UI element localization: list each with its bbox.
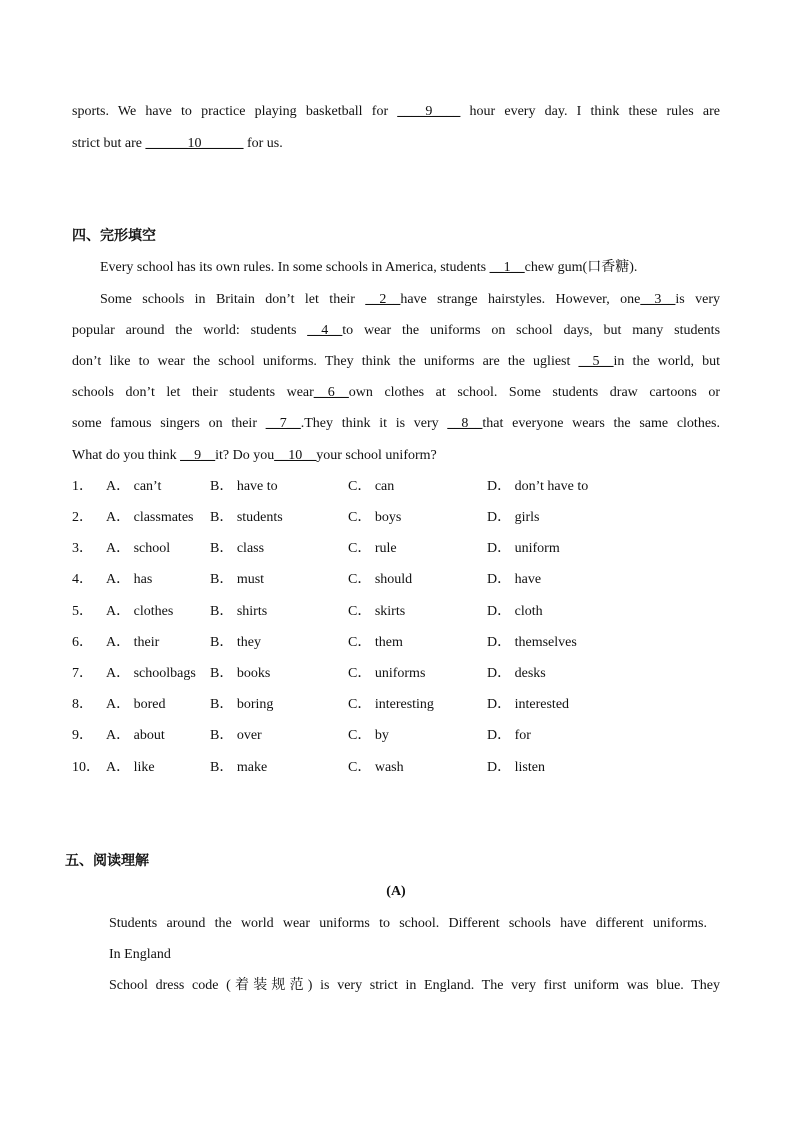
answer-blank-5[interactable]: __5__ (578, 354, 614, 369)
text-fragment: your school uniform? (316, 448, 437, 463)
text-fragment: to wear the uniforms on school days, but many students (342, 323, 721, 338)
text-fragment: hour every day. I think these rules are (460, 104, 720, 119)
option-d[interactable]: D． girls (487, 510, 540, 525)
option-c[interactable]: C． uniforms (348, 666, 426, 681)
option-c[interactable]: C． them (348, 635, 403, 650)
option-a[interactable]: A． school (106, 541, 171, 556)
option-c[interactable]: C． should (348, 572, 413, 587)
text-fragment: don’t like to wear the school uniforms. They think the uniforms are the ugliest (72, 354, 579, 369)
question-number: 6． (72, 635, 93, 650)
text-fragment: have strange hairstyles. However, one (400, 292, 641, 307)
answer-blank-8[interactable]: __8__ (447, 416, 483, 431)
option-b[interactable]: B． make (210, 760, 268, 775)
text-fragment: sports. We have to practice playing basketball for (72, 104, 398, 119)
question-number: 5． (72, 604, 93, 619)
option-a[interactable]: A． clothes (106, 604, 174, 619)
question-number: 10． (72, 760, 100, 775)
option-a[interactable]: A． about (106, 728, 165, 743)
question-number: 9． (72, 728, 93, 743)
option-d[interactable]: D． desks (487, 666, 546, 681)
question-number: 3． (72, 541, 93, 556)
cloze-line-1 (100, 258, 637, 278)
option-a[interactable]: A． schoolbags (106, 666, 196, 681)
text-fragment: some famous singers on their (72, 416, 266, 431)
text-fragment: strict but are (72, 136, 146, 151)
option-b[interactable]: B． must (210, 572, 265, 587)
cloze-line-7 (72, 446, 437, 466)
text-fragment: it? Do you (215, 448, 275, 463)
question-number: 1． (72, 479, 93, 494)
cloze-line-3 (72, 321, 720, 341)
answer-blank-4[interactable]: __4__ (307, 323, 343, 338)
cloze-line-5 (72, 383, 720, 403)
text-fragment: What do you think (72, 448, 181, 463)
text-fragment: for us. (243, 136, 283, 151)
top-paragraph-line-2 (72, 134, 283, 154)
option-b[interactable]: B． students (210, 510, 283, 525)
text-fragment: Some schools in Britain don’t let their (100, 292, 366, 307)
option-c[interactable]: C． boys (348, 510, 402, 525)
answer-blank-9[interactable]: ____9____ (397, 104, 461, 119)
option-b[interactable]: B． books (210, 666, 271, 681)
option-c[interactable]: C． skirts (348, 604, 406, 619)
cloze-line-2 (100, 290, 720, 310)
text-fragment: own clothes at school. Some students draw cartoons or (348, 385, 720, 400)
answer-blank-1[interactable]: __1__ (489, 260, 525, 275)
option-d[interactable]: D． cloth (487, 604, 543, 619)
option-a[interactable]: A． has (106, 572, 153, 587)
option-c[interactable]: C． can (348, 479, 395, 494)
section-heading-reading: 五、阅读理解 (65, 853, 149, 869)
reading-line-1: Students around the world wear uniforms to school. Different schools have different uniforms. (109, 916, 707, 931)
top-paragraph-line-1 (72, 102, 720, 122)
cloze-line-4 (72, 352, 720, 372)
option-a[interactable]: A． like (106, 760, 155, 775)
option-d[interactable]: D． themselves (487, 635, 577, 650)
text-fragment: schools don’t let their students wear (72, 385, 314, 400)
option-b[interactable]: B． shirts (210, 604, 268, 619)
answer-blank-6[interactable]: __6__ (313, 385, 349, 400)
option-d[interactable]: D． interested (487, 697, 570, 712)
answer-blank-9[interactable]: __9__ (180, 448, 216, 463)
text-fragment: that everyone wears the same clothes. (482, 416, 720, 431)
option-a[interactable]: A． bored (106, 697, 166, 712)
question-number: 2． (72, 510, 93, 525)
option-d[interactable]: D． have (487, 572, 542, 587)
option-d[interactable]: D． for (487, 728, 531, 743)
option-a[interactable]: A． their (106, 635, 160, 650)
text-fragment: chew gum(口香糖). (524, 260, 638, 275)
option-c[interactable]: C． interesting (348, 697, 434, 712)
reading-line-3: School dress code (着装规范) is very strict in England. The very first uniform was blue. They (109, 978, 720, 993)
option-d[interactable]: D． listen (487, 760, 545, 775)
option-c[interactable]: C． rule (348, 541, 397, 556)
answer-blank-3[interactable]: __3__ (640, 292, 676, 307)
text-fragment: popular around the world: students (72, 323, 308, 338)
cloze-line-6 (72, 414, 720, 434)
answer-blank-7[interactable]: __7__ (265, 416, 301, 431)
question-number: 4． (72, 572, 93, 587)
option-a[interactable]: A． can’t (106, 479, 162, 494)
answer-blank-10[interactable]: ______10______ (145, 136, 244, 151)
option-d[interactable]: D． don’t have to (487, 479, 589, 494)
text-fragment: .They think it is very (300, 416, 448, 431)
option-b[interactable]: B． class (210, 541, 265, 556)
option-c[interactable]: C． by (348, 728, 389, 743)
option-c[interactable]: C． wash (348, 760, 404, 775)
passage-label: (A) (386, 884, 406, 899)
option-b[interactable]: B． boring (210, 697, 274, 712)
option-a[interactable]: A． classmates (106, 510, 194, 525)
question-number: 7． (72, 666, 93, 681)
reading-line-2: In England (109, 947, 171, 962)
text-fragment: is very (675, 292, 720, 307)
answer-blank-10[interactable]: __10__ (274, 448, 317, 463)
option-b[interactable]: B． have to (210, 479, 278, 494)
option-d[interactable]: D． uniform (487, 541, 560, 556)
question-number: 8． (72, 697, 93, 712)
answer-blank-2[interactable]: __2__ (365, 292, 401, 307)
section-heading-cloze: 四、完形填空 (72, 228, 156, 244)
option-b[interactable]: B． they (210, 635, 261, 650)
text-fragment: in the world, but (613, 354, 720, 369)
option-b[interactable]: B． over (210, 728, 262, 743)
text-fragment: Every school has its own rules. In some schools in America, students (100, 260, 490, 275)
